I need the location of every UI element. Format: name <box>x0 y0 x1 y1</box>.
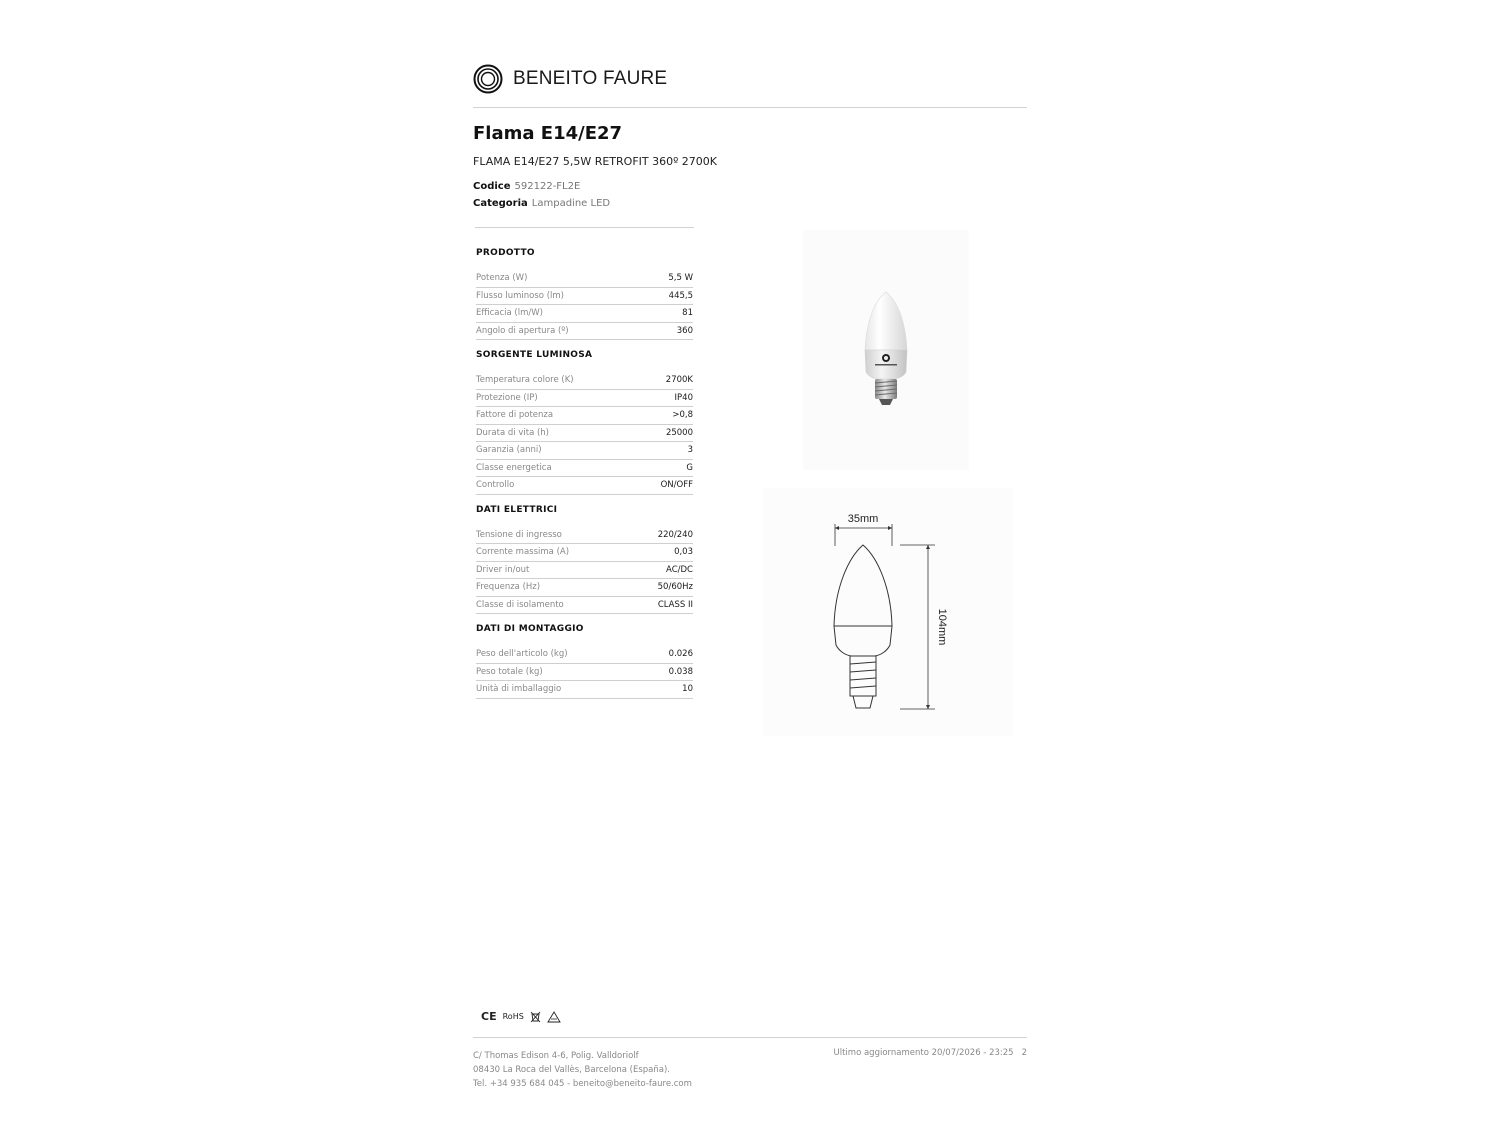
spec-label: Tensione di ingresso <box>476 529 562 540</box>
section-title: DATI ELETTRICI <box>476 504 558 515</box>
category-label: Categoria <box>473 198 528 209</box>
product-photo <box>803 230 969 470</box>
spec-row <box>476 527 693 545</box>
specs-divider <box>475 227 694 228</box>
product-category <box>473 198 610 209</box>
spec-value: 25000 <box>665 427 693 438</box>
spec-value: 5,5 W <box>668 273 693 284</box>
spec-label: Durata di vita (h) <box>476 427 549 438</box>
section-prodotto <box>476 248 693 340</box>
contact-line: Tel. +34 935 684 045 - beneito@beneito-faure.com <box>473 1079 692 1089</box>
spec-value: 360 <box>676 325 693 336</box>
section-sorgente-luminosa <box>476 350 693 495</box>
spec-label: Peso dell'articolo (kg) <box>476 649 568 660</box>
spec-row <box>476 477 693 495</box>
spec-row <box>476 442 693 460</box>
spec-label: Temperatura colore (K) <box>476 375 574 386</box>
footer-divider <box>473 1037 1027 1038</box>
section-title: DATI DI MONTAGGIO <box>476 624 584 634</box>
spec-value: 0,03 <box>674 547 693 558</box>
dimension-drawing <box>763 488 1013 736</box>
spec-row <box>476 646 693 664</box>
spec-value: 10 <box>682 684 693 695</box>
spec-value: 445,5 <box>668 290 693 301</box>
certification-marks <box>481 1010 567 1023</box>
spec-row <box>476 425 693 443</box>
spec-label: Garanzia (anni) <box>476 445 542 456</box>
spec-label: Potenza (W) <box>476 273 528 284</box>
spec-value: 50/60Hz <box>657 582 693 593</box>
product-title: Flama E14/E27 <box>473 123 623 144</box>
weee-bin-icon <box>530 1011 541 1023</box>
spec-value: 0.038 <box>668 666 693 677</box>
spec-row <box>476 579 693 597</box>
last-updated-text: Ultimo aggiornamento 20/07/2026 - 23:25 <box>833 1048 1014 1058</box>
spec-label: Driver in/out <box>476 564 530 575</box>
spec-value: >0,8 <box>672 410 693 421</box>
spec-value: G <box>686 462 693 473</box>
spec-row <box>476 390 693 408</box>
spec-label: Classe energetica <box>476 462 552 473</box>
address-line: C/ Thomas Edison 4-6, Polig. Valldoriolf <box>473 1051 639 1061</box>
spec-row <box>476 681 693 699</box>
product-code <box>473 181 580 192</box>
brand-logo-icon <box>473 64 503 94</box>
spec-label: Controllo <box>476 480 515 491</box>
spec-row <box>476 270 693 288</box>
spec-row <box>476 544 693 562</box>
spec-value: 81 <box>682 308 693 319</box>
spec-value: 0.026 <box>668 649 693 660</box>
spec-value: 2700K <box>665 375 693 386</box>
section-dati-elettrici <box>476 505 693 615</box>
spec-label: Flusso luminoso (lm) <box>476 290 564 301</box>
datasheet-page <box>473 0 1027 1125</box>
spec-label: Efficacia (lm/W) <box>476 308 543 319</box>
code-value: 592122-FL2E <box>514 181 581 192</box>
product-subtitle: FLAMA E14/E27 5,5W RETROFIT 360º 2700K <box>473 155 717 168</box>
last-updated <box>834 1048 1027 1058</box>
spec-row <box>476 305 693 323</box>
section-title: PRODOTTO <box>476 248 535 258</box>
code-label: Codice <box>473 181 511 192</box>
height-dimension-label: 104mm <box>936 608 948 646</box>
spec-label: Angolo di apertura (º) <box>476 325 569 336</box>
rohs-mark: RoHS <box>502 1012 524 1021</box>
width-dimension-label: 35mm <box>847 513 879 525</box>
company-address <box>473 1049 692 1091</box>
spec-value: AC/DC <box>666 564 693 575</box>
spec-row <box>476 460 693 478</box>
spec-value: ON/OFF <box>660 480 693 491</box>
spec-row <box>476 562 693 580</box>
spec-row <box>476 372 693 390</box>
spec-label: Peso totale (kg) <box>476 666 543 677</box>
spec-tables <box>476 238 693 709</box>
spec-value: IP40 <box>674 392 693 403</box>
brand-name: BENEITO FAURE <box>513 68 668 89</box>
spec-value: CLASS II <box>657 599 693 610</box>
header-divider <box>473 107 1027 108</box>
spec-label: Protezione (IP) <box>476 392 538 403</box>
spec-label: Frequenza (Hz) <box>476 582 541 593</box>
spec-label: Unità di imballaggio <box>476 684 562 695</box>
spec-row <box>476 288 693 306</box>
spec-value: 3 <box>687 445 693 456</box>
brand-header <box>473 62 667 96</box>
ce-mark: CE <box>481 1010 497 1023</box>
section-title: SORGENTE LUMINOSA <box>476 350 593 360</box>
page-number: 2 <box>1021 1048 1027 1058</box>
spec-label: Classe di isolamento <box>476 599 564 610</box>
spec-row <box>476 664 693 682</box>
spec-value: 220/240 <box>657 529 693 540</box>
spec-row <box>476 323 693 341</box>
energy-triangle-icon <box>547 1011 561 1023</box>
address-line: 08430 La Roca del Vallès, Barcelona (España). <box>473 1065 670 1075</box>
category-value: Lampadine LED <box>531 198 611 209</box>
section-dati-di-montaggio <box>476 624 693 699</box>
spec-label: Fattore di potenza <box>476 410 554 421</box>
spec-row <box>476 407 693 425</box>
spec-row <box>476 597 693 615</box>
spec-label: Corrente massima (A) <box>476 547 570 558</box>
